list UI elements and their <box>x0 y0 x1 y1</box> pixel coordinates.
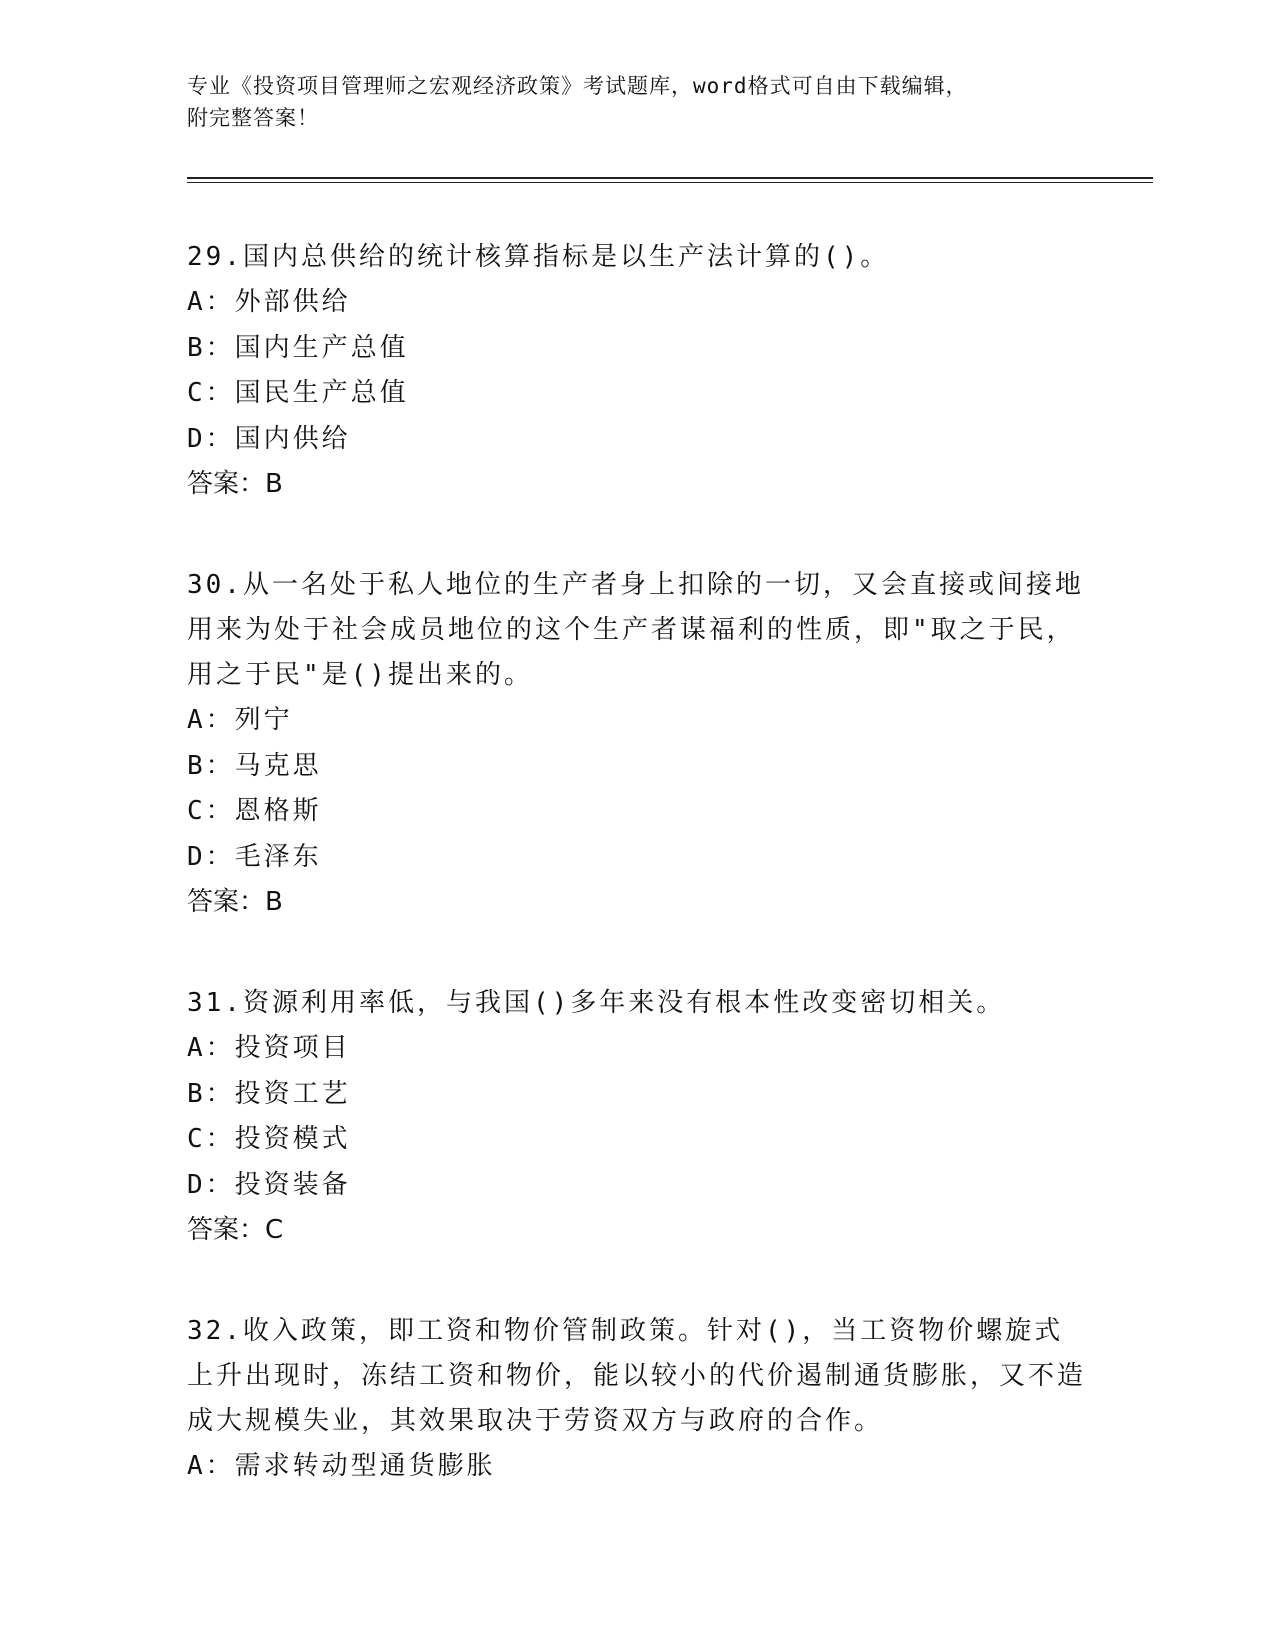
question-31 <box>187 981 1087 1253</box>
option-d: D：投资装备 <box>187 1169 351 1200</box>
option-a: A：投资项目 <box>187 1033 351 1063</box>
option-a: A：列宁 <box>187 705 293 735</box>
option-b: B：马克思 <box>187 750 322 781</box>
question-text: 32.收入政策，即工资和物价管制政策。针对()，当工资物价螺旋式上升出现时，冻结工资和物价，能以较小的代价遏制通货膨胀，又不造成大规模失业，其效果取决于劳资双方与政府的合作。 <box>187 1316 1087 1436</box>
option-c: C：国民生产总值 <box>187 378 409 408</box>
question-text: 30.从一名处于私人地位的生产者身上扣除的一切，又会直接或间接地用来为处于社会成员地位的这个生产者谋福利的性质，即"取之于民，用之于民"是()提出来的。 <box>187 570 1084 690</box>
question-text: 29.国内总供给的统计核算指标是以生产法计算的()。 <box>187 242 890 272</box>
answer: 答案：B <box>187 469 283 499</box>
question-30 <box>187 563 1087 925</box>
header-line-1: 专业《投资项目管理师之宏观经济政策》考试题库，word格式可自由下载编辑， <box>187 74 968 98</box>
question-text: 31.资源利用率低，与我国()多年来没有根本性改变密切相关。 <box>187 988 1006 1018</box>
question-list <box>187 235 1087 1546</box>
option-d: D：毛泽东 <box>187 841 322 872</box>
answer: 答案：B <box>187 887 283 917</box>
option-b: B：国内生产总值 <box>187 332 409 363</box>
option-b: B：投资工艺 <box>187 1078 351 1109</box>
option-d: D：国内供给 <box>187 423 351 454</box>
option-c: C：投资模式 <box>187 1124 351 1154</box>
option-c: C：恩格斯 <box>187 796 322 826</box>
answer: 答案：C <box>187 1215 284 1245</box>
header-line-2: 附完整答案！ <box>187 106 319 130</box>
header-divider-thin <box>187 182 1153 183</box>
question-32 <box>187 1309 1087 1490</box>
option-a: A：外部供给 <box>187 287 351 317</box>
option-a: A：需求转动型通货膨胀 <box>187 1451 496 1481</box>
header-divider-thick <box>187 177 1153 179</box>
question-29 <box>187 235 1087 507</box>
document-header <box>187 70 1067 134</box>
